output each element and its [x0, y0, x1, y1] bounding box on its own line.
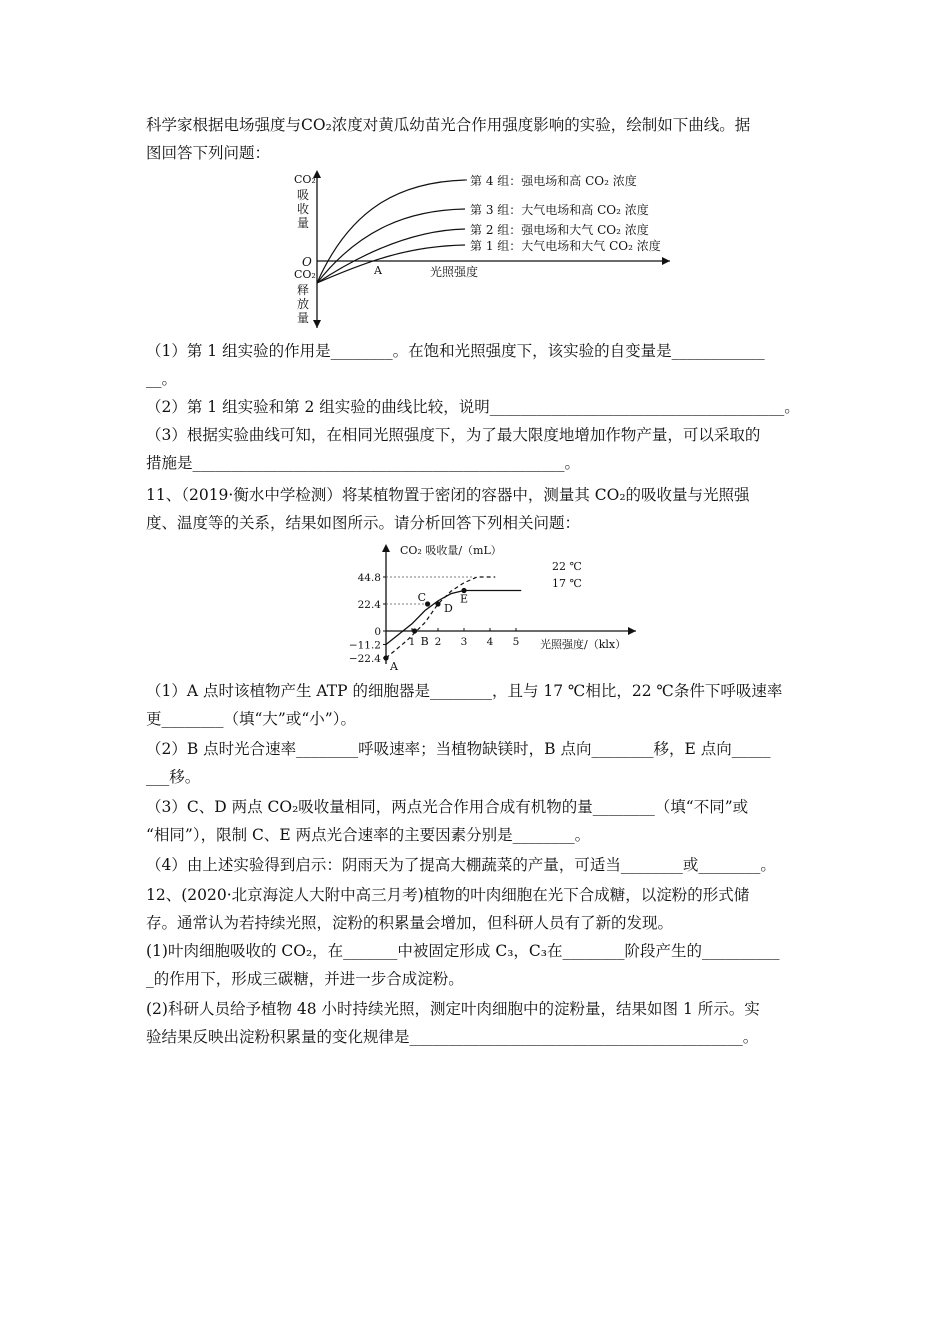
q10-line-3: （2）第 1 组实验和第 2 组实验的曲线比较，说明______________________________________。	[146, 398, 800, 416]
fig1-y-bottom-2: 放	[297, 297, 310, 311]
q11-line-4: 更________（填“大”或“小”）。	[146, 710, 356, 728]
fig2-y-label: CO₂ 吸收量/（mL）	[400, 544, 502, 557]
fig2-x-tick-3: 3	[460, 636, 468, 648]
fig2-point-a	[383, 655, 388, 660]
fig1-y-top-1: 吸	[297, 188, 310, 202]
fig2-point-d	[435, 601, 440, 606]
q11-line-7: （3）C、D 两点 CO₂吸收量相同，两点光合作用合成有机物的量________（填“不同”或	[146, 798, 749, 816]
series-17c-line	[386, 591, 521, 645]
q11-line-3: （1）A 点时该植物产生 ATP 的细胞器是________，且与 17 ℃相比，22 ℃条件下呼吸速率	[146, 682, 783, 700]
fig2-point-label-e: E	[460, 592, 469, 606]
fig2-point-label-d: D	[444, 602, 453, 615]
q10-line-4: （3）根据实验曲线可知，在相同光照强度下，为了最大限度地增加作物产量，可以采取的	[146, 426, 761, 444]
fig1-y-top-3: 量	[297, 216, 310, 230]
q12-line-3: (1)叶肉细胞吸收的 CO₂，在_______中被固定形成 C₃，C₃在________阶段产生的__________	[146, 942, 780, 960]
intro-line-1: 科学家根据电场强度与CO₂浓度对黄瓜幼苗光合作用强度影响的实验，绘制如下曲线。据	[146, 116, 751, 134]
fig1-y-bottom-1: 释	[297, 283, 310, 297]
fig2-y-tick-1: 22.4	[357, 599, 381, 611]
fig2-x-label: 光照强度/（klx）	[540, 638, 627, 651]
fig1-y-bottom-0: CO₂	[294, 268, 316, 281]
q10-line-1: （1）第 1 组实验的作用是________。在饱和光照强度下，该实验的自变量是____________	[146, 342, 765, 360]
q10-line-5: 措施是________________________________________________。	[146, 454, 581, 472]
fig2-point-b	[412, 628, 417, 633]
fig1-legend-4: 第 4 组：强电场和高 CO₂ 浓度	[470, 174, 637, 188]
fig2-y-tick-2: 0	[374, 626, 381, 638]
fig2-point-label-b: B	[420, 635, 429, 648]
q12-line-2: 存。通常认为若持续光照，淀粉的积累量会增加，但科研人员有了新的发现。	[146, 914, 674, 932]
q11-line-8: “相同”），限制 C、E 两点光合速率的主要因素分别是________。	[146, 826, 591, 844]
q12-line-1: 12、(2020·北京海淀人大附中高三月考)植物的叶肉细胞在光下合成糖，以淀粉的形式储	[146, 886, 750, 904]
fig1-point-a: A	[374, 264, 382, 277]
q12-line-5: (2)科研人员给予植物 48 小时持续光照，测定叶肉细胞中的淀粉量，结果如图 1 所示。实	[146, 1000, 760, 1018]
q10-line-2: __。	[146, 370, 178, 388]
fig1-origin: O	[302, 255, 312, 269]
q12-line-4: _的作用下，形成三碳糖，并进一步合成淀粉。	[146, 970, 464, 988]
fig1-legend-3: 第 3 组：大气电场和高 CO₂ 浓度	[470, 203, 649, 217]
q11-line-5: （2）B 点时光合速率________呼吸速率；当植物缺镁时，B 点向________移，E 点向_____	[146, 740, 771, 758]
figure-2-chart	[348, 540, 650, 673]
q11-line-9: （4）由上述实验得到启示：阴雨天为了提高大棚蔬菜的产量，可适当________或________。	[146, 856, 776, 874]
fig2-series-17-label: 17 ℃	[552, 577, 582, 590]
fig1-y-top-0: CO₂	[294, 173, 316, 186]
fig1-y-top-2: 收	[297, 202, 310, 216]
q11-line-1: 11、（2019·衡水中学检测）将某植物置于密闭的容器中，测量其 CO₂的吸收量与光照强	[146, 486, 750, 504]
q11-line-2: 度、温度等的关系，结果如图所示。请分析回答下列相关问题：	[146, 514, 581, 532]
q11-line-6: ___移。	[146, 768, 201, 786]
fig2-series-22-label: 22 ℃	[552, 560, 582, 573]
fig2-y-tick-3: −11.2	[348, 639, 381, 652]
fig2-x-tick-2: 2	[434, 636, 442, 648]
fig2-x-tick-1: 1	[408, 636, 416, 648]
fig1-y-bottom-3: 量	[297, 311, 310, 325]
fig2-x-tick-5: 5	[512, 636, 520, 648]
fig1-legend-2: 第 2 组：强电场和大气 CO₂ 浓度	[470, 223, 649, 237]
intro-line-2: 图回答下列问题：	[146, 144, 271, 162]
fig2-x-tick-4: 4	[486, 636, 494, 648]
fig2-y-tick-4: −22.4	[348, 653, 381, 665]
fig1-x-label: 光照强度	[430, 265, 479, 279]
figure-1-chart	[280, 168, 680, 330]
q12-line-6: 验结果反映出淀粉积累量的变化规律是___________________________________________。	[146, 1028, 759, 1046]
fig2-y-tick-0: 44.8	[357, 572, 381, 584]
fig2-point-label-a: A	[390, 660, 398, 673]
fig2-point-label-c: C	[417, 591, 427, 604]
fig1-legend-1: 第 1 组：大气电场和大气 CO₂ 浓度	[470, 239, 661, 253]
